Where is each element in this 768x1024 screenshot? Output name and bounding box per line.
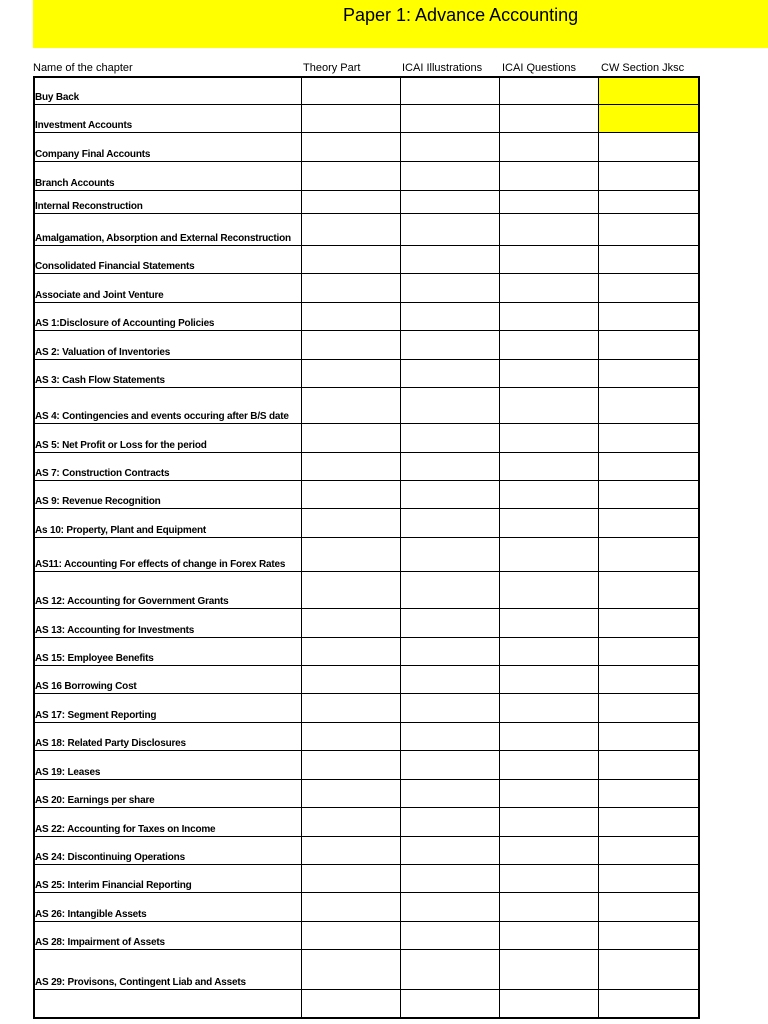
chapter-name: Branch Accounts: [35, 178, 115, 189]
chapter-name: AS 26: Intangible Assets: [35, 909, 147, 920]
questions-cell[interactable]: [500, 723, 599, 751]
chapter-name: AS 17: Segment Reporting: [35, 710, 157, 721]
cw-section-cell[interactable]: [599, 922, 700, 950]
illustrations-cell[interactable]: [401, 808, 500, 837]
questions-cell[interactable]: [500, 105, 599, 133]
chapter-name-cell[interactable]: [33, 922, 302, 950]
theory-cell[interactable]: [302, 837, 401, 865]
chapter-name-cell[interactable]: [33, 105, 302, 133]
theory-cell[interactable]: [302, 424, 401, 453]
cw-section-cell[interactable]: [599, 694, 700, 723]
chapter-name: AS 2: Valuation of Inventories: [35, 347, 171, 358]
chapter-name: Internal Reconstruction: [35, 201, 143, 212]
illustrations-cell[interactable]: [401, 780, 500, 808]
chapter-name-cell[interactable]: [33, 723, 302, 751]
illustrations-cell[interactable]: [401, 666, 500, 694]
chapter-name-cell[interactable]: [33, 388, 302, 424]
chapter-name-cell[interactable]: [33, 453, 302, 481]
theory-cell[interactable]: [302, 360, 401, 388]
cw-section-cell[interactable]: [599, 274, 700, 303]
chapter-name-cell[interactable]: [33, 780, 302, 808]
questions-cell[interactable]: [500, 666, 599, 694]
illustrations-cell[interactable]: [401, 331, 500, 360]
cw-section-cell[interactable]: [599, 990, 700, 1019]
chapter-name: AS 4: Contingencies and events occuring after B/S date: [35, 411, 289, 422]
illustrations-cell[interactable]: [401, 360, 500, 388]
theory-cell[interactable]: [302, 388, 401, 424]
chapter-name: AS 25: Interim Financial Reporting: [35, 880, 192, 891]
illustrations-cell[interactable]: [401, 424, 500, 453]
theory-cell[interactable]: [302, 751, 401, 780]
illustrations-cell[interactable]: [401, 751, 500, 780]
illustrations-cell[interactable]: [401, 837, 500, 865]
theory-cell[interactable]: [302, 331, 401, 360]
questions-cell[interactable]: [500, 893, 599, 922]
theory-cell[interactable]: [302, 950, 401, 990]
theory-cell[interactable]: [302, 538, 401, 572]
chapter-name-cell[interactable]: [33, 481, 302, 509]
chapter-name-cell[interactable]: [33, 360, 302, 388]
cw-section-cell[interactable]: [599, 638, 700, 666]
chapter-name-cell[interactable]: [33, 331, 302, 360]
column-header-illustrations: ICAI Illustrations: [402, 62, 483, 74]
chapter-table: [33, 76, 700, 1020]
column-header-cw-section: CW Section Jksc: [601, 62, 685, 74]
illustrations-cell[interactable]: [401, 274, 500, 303]
theory-cell[interactable]: [302, 481, 401, 509]
questions-cell[interactable]: [500, 694, 599, 723]
questions-cell[interactable]: [500, 424, 599, 453]
illustrations-cell[interactable]: [401, 162, 500, 191]
illustrations-cell[interactable]: [401, 453, 500, 481]
questions-cell[interactable]: [500, 214, 599, 246]
cw-section-cell[interactable]: [599, 723, 700, 751]
cw-section-cell[interactable]: [599, 76, 700, 105]
theory-cell[interactable]: [302, 694, 401, 723]
chapter-name-cell[interactable]: [33, 572, 302, 609]
illustrations-cell[interactable]: [401, 865, 500, 893]
illustrations-cell[interactable]: [401, 133, 500, 162]
chapter-name-cell[interactable]: [33, 694, 302, 723]
theory-cell[interactable]: [302, 638, 401, 666]
cw-section-cell[interactable]: [599, 481, 700, 509]
theory-cell[interactable]: [302, 303, 401, 331]
theory-cell[interactable]: [302, 105, 401, 133]
chapter-name: AS 24: Discontinuing Operations: [35, 852, 185, 863]
theory-cell[interactable]: [302, 572, 401, 609]
chapter-name-cell[interactable]: [33, 424, 302, 453]
theory-cell[interactable]: [302, 133, 401, 162]
questions-cell[interactable]: [500, 246, 599, 274]
cw-section-cell[interactable]: [599, 360, 700, 388]
chapter-name-cell[interactable]: [33, 246, 302, 274]
chapter-name-cell[interactable]: [33, 808, 302, 837]
cw-section-cell[interactable]: [599, 303, 700, 331]
cw-section-cell[interactable]: [599, 609, 700, 638]
chapter-name-cell[interactable]: [33, 609, 302, 638]
column-header-questions: ICAI Questions: [502, 62, 576, 74]
chapter-name: AS 19: Leases: [35, 767, 101, 778]
chapter-name: AS 28: Impairment of Assets: [35, 937, 165, 948]
illustrations-cell[interactable]: [401, 538, 500, 572]
chapter-name-cell[interactable]: [33, 191, 302, 214]
cw-section-cell[interactable]: [599, 246, 700, 274]
chapter-name: AS 29: Provisons, Contingent Liab and Assets: [35, 977, 246, 988]
questions-cell[interactable]: [500, 191, 599, 214]
chapter-name-cell[interactable]: [33, 638, 302, 666]
illustrations-cell[interactable]: [401, 214, 500, 246]
questions-cell[interactable]: [500, 751, 599, 780]
chapter-name-cell[interactable]: [33, 133, 302, 162]
chapter-name-cell[interactable]: [33, 162, 302, 191]
theory-cell[interactable]: [302, 76, 401, 105]
chapter-name: AS 7: Construction Contracts: [35, 468, 170, 479]
cw-section-cell[interactable]: [599, 214, 700, 246]
theory-cell[interactable]: [302, 990, 401, 1019]
questions-cell[interactable]: [500, 780, 599, 808]
questions-cell[interactable]: [500, 609, 599, 638]
illustrations-cell[interactable]: [401, 922, 500, 950]
illustrations-cell[interactable]: [401, 694, 500, 723]
questions-cell[interactable]: [500, 453, 599, 481]
chapter-name: AS 9: Revenue Recognition: [35, 496, 161, 507]
chapter-name-cell[interactable]: [33, 865, 302, 893]
theory-cell[interactable]: [302, 780, 401, 808]
chapter-name-cell[interactable]: [33, 214, 302, 246]
chapter-name-cell[interactable]: [33, 303, 302, 331]
cw-section-cell[interactable]: [599, 808, 700, 837]
chapter-name: AS 3: Cash Flow Statements: [35, 375, 165, 386]
cw-section-cell[interactable]: [599, 191, 700, 214]
illustrations-cell[interactable]: [401, 638, 500, 666]
illustrations-cell[interactable]: [401, 481, 500, 509]
questions-cell[interactable]: [500, 950, 599, 990]
theory-cell[interactable]: [302, 723, 401, 751]
questions-cell[interactable]: [500, 865, 599, 893]
chapter-name: AS 20: Earnings per share: [35, 795, 155, 806]
chapter-name-cell[interactable]: [33, 990, 302, 1019]
cw-section-cell[interactable]: [599, 666, 700, 694]
chapter-name: AS 5: Net Profit or Loss for the period: [35, 440, 207, 451]
questions-cell[interactable]: [500, 808, 599, 837]
questions-cell[interactable]: [500, 303, 599, 331]
chapter-name: AS 12: Accounting for Government Grants: [35, 596, 229, 607]
illustrations-cell[interactable]: [401, 723, 500, 751]
questions-cell[interactable]: [500, 360, 599, 388]
chapter-name-cell[interactable]: [33, 893, 302, 922]
cw-section-cell[interactable]: [599, 751, 700, 780]
column-header-chapter: Name of the chapter: [33, 62, 133, 74]
chapter-name-cell[interactable]: [33, 76, 302, 105]
cw-section-cell[interactable]: [599, 133, 700, 162]
questions-cell[interactable]: [500, 990, 599, 1019]
chapter-name: As 10: Property, Plant and Equipment: [35, 525, 206, 536]
theory-cell[interactable]: [302, 893, 401, 922]
theory-cell[interactable]: [302, 808, 401, 837]
illustrations-cell[interactable]: [401, 388, 500, 424]
illustrations-cell[interactable]: [401, 950, 500, 990]
questions-cell[interactable]: [500, 638, 599, 666]
chapter-name-cell[interactable]: [33, 950, 302, 990]
cw-section-cell[interactable]: [599, 424, 700, 453]
cw-section-cell[interactable]: [599, 865, 700, 893]
chapter-name-cell[interactable]: [33, 538, 302, 572]
theory-cell[interactable]: [302, 162, 401, 191]
chapter-name: AS 13: Accounting for Investments: [35, 625, 195, 636]
questions-cell[interactable]: [500, 572, 599, 609]
questions-cell[interactable]: [500, 509, 599, 538]
chapter-name: AS11: Accounting For effects of change in Forex Rates: [35, 559, 286, 570]
chapter-name: Amalgamation, Absorption and External Reconstruction: [35, 233, 291, 244]
cw-section-cell[interactable]: [599, 509, 700, 538]
theory-cell[interactable]: [302, 666, 401, 694]
illustrations-cell[interactable]: [401, 191, 500, 214]
chapter-name: Buy Back: [35, 92, 79, 103]
questions-cell[interactable]: [500, 538, 599, 572]
chapter-name: Investment Accounts: [35, 120, 132, 131]
theory-cell[interactable]: [302, 453, 401, 481]
theory-cell[interactable]: [302, 246, 401, 274]
illustrations-cell[interactable]: [401, 303, 500, 331]
questions-cell[interactable]: [500, 274, 599, 303]
illustrations-cell[interactable]: [401, 246, 500, 274]
cw-section-cell[interactable]: [599, 538, 700, 572]
illustrations-cell[interactable]: [401, 572, 500, 609]
cw-section-cell[interactable]: [599, 331, 700, 360]
cw-section-cell[interactable]: [599, 388, 700, 424]
illustrations-cell[interactable]: [401, 609, 500, 638]
chapter-name: AS 15: Employee Benefits: [35, 653, 154, 664]
chapter-name: AS 16 Borrowing Cost: [35, 681, 137, 692]
theory-cell[interactable]: [302, 274, 401, 303]
illustrations-cell[interactable]: [401, 105, 500, 133]
illustrations-cell[interactable]: [401, 76, 500, 105]
cw-section-cell[interactable]: [599, 572, 700, 609]
cw-section-cell[interactable]: [599, 837, 700, 865]
questions-cell[interactable]: [500, 331, 599, 360]
questions-cell[interactable]: [500, 922, 599, 950]
illustrations-cell[interactable]: [401, 990, 500, 1019]
theory-cell[interactable]: [302, 865, 401, 893]
cw-section-cell[interactable]: [599, 453, 700, 481]
cw-section-cell[interactable]: [599, 780, 700, 808]
sheet-title: Paper 1: Advance Accounting: [343, 5, 579, 25]
chapter-name-cell[interactable]: [33, 837, 302, 865]
chapter-name: AS 1:Disclosure of Accounting Policies: [35, 318, 215, 329]
questions-cell[interactable]: [500, 388, 599, 424]
theory-cell[interactable]: [302, 609, 401, 638]
chapter-name: Consolidated Financial Statements: [35, 261, 195, 272]
questions-cell[interactable]: [500, 76, 599, 105]
illustrations-cell[interactable]: [401, 893, 500, 922]
cw-section-cell[interactable]: [599, 950, 700, 990]
cw-section-cell[interactable]: [599, 105, 700, 133]
chapter-name-cell[interactable]: [33, 751, 302, 780]
theory-cell[interactable]: [302, 214, 401, 246]
illustrations-cell[interactable]: [401, 509, 500, 538]
theory-cell[interactable]: [302, 191, 401, 214]
column-header-theory: Theory Part: [303, 62, 361, 74]
cw-section-cell[interactable]: [599, 162, 700, 191]
chapter-name-cell[interactable]: [33, 666, 302, 694]
chapter-name-cell[interactable]: [33, 509, 302, 538]
chapter-name: AS 18: Related Party Disclosures: [35, 738, 186, 749]
questions-cell[interactable]: [500, 162, 599, 191]
chapter-name: Company Final Accounts: [35, 149, 151, 160]
theory-cell[interactable]: [302, 922, 401, 950]
chapter-name: AS 22: Accounting for Taxes on Income: [35, 824, 216, 835]
questions-cell[interactable]: [500, 133, 599, 162]
theory-cell[interactable]: [302, 509, 401, 538]
chapter-name-cell[interactable]: [33, 274, 302, 303]
chapter-name: Associate and Joint Venture: [35, 290, 164, 301]
cw-section-cell[interactable]: [599, 893, 700, 922]
questions-cell[interactable]: [500, 837, 599, 865]
questions-cell[interactable]: [500, 481, 599, 509]
